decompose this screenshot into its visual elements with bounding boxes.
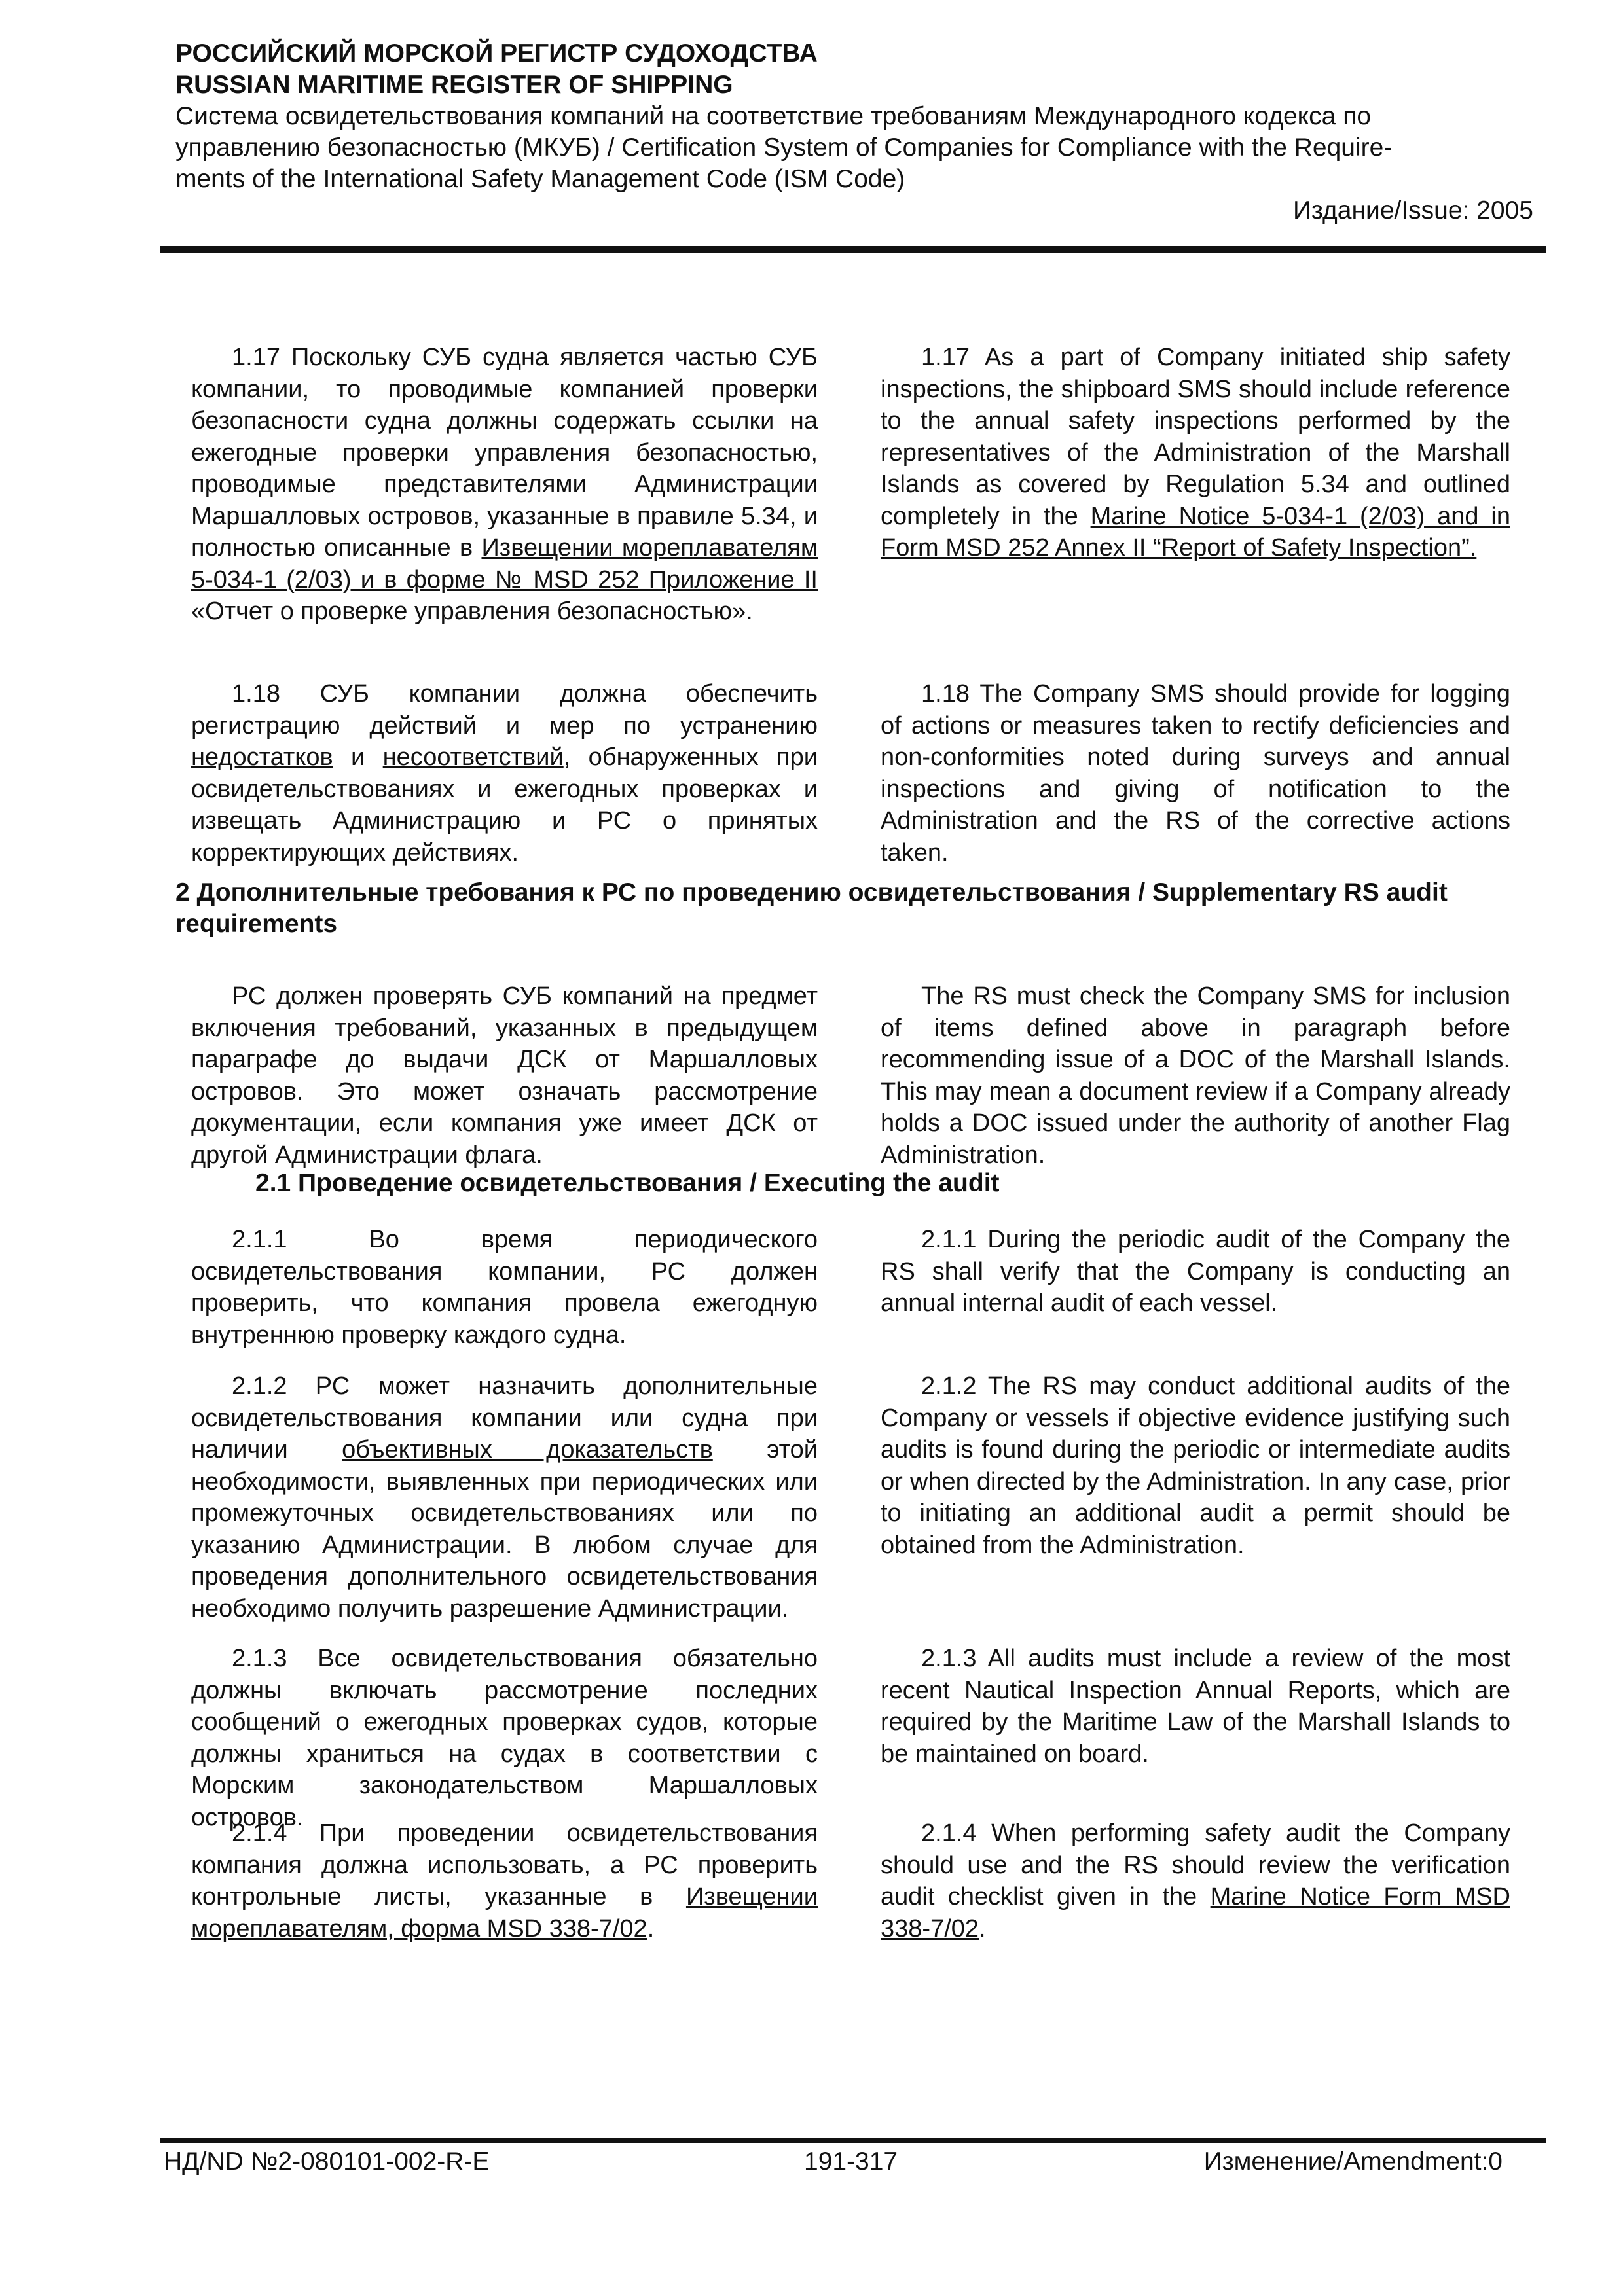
para-1-18-en-text: 1.18 The Company SMS should provide for logging of actions or measures taken to rectify deficiencies and non-conformities noted during surveys and annual inspections and giving of notification to the Administration and the RS of the corrective actions taken. [881, 680, 1510, 867]
para-1-18-ru [191, 678, 818, 869]
para-1-18-ru-text-mid: и [333, 744, 383, 771]
footer-doc-number: НД/ND №2-080101-002-R-E [164, 2147, 490, 2176]
nonconformities-term-ru: несоответствий [382, 744, 564, 771]
footer-divider [160, 2138, 1546, 2143]
para-2-1-3-ru-text: 2.1.3 Все освидетельствования обязательно должны включать рассмотрение последних сообщений о ежегодных проверках судов, которые должны храниться на судах в соответствии с Морским законодательством Маршалловых островов. [191, 1645, 818, 1831]
para-1-18-en [881, 678, 1510, 869]
para-2-1-4-en-text-b: . [979, 1914, 986, 1943]
para-1-18-ru-text-b: , обнаруженных при освидетельствованиях и ежегодных проверках и извещать Администрацию и РС о принятых корректирующих действиях. [191, 744, 818, 867]
para-2-1-2-en-text: 2.1.2 The RS may conduct additional audits of the Company or vessels if objective evidence justifying such audits is found during the periodic or intermediate audits or when directed by the Administration. In any case, prior to initiating an additional audit a permit should be obtained from the Administration. [881, 1372, 1510, 1559]
deficiencies-term-ru: недостатков [191, 744, 333, 771]
para-2-1-2-en [881, 1371, 1510, 1561]
para-1-17-en [881, 342, 1510, 564]
para-2-1-4-ru [191, 1818, 818, 1945]
para-2-1-4-en-text-a: 2.1.4 When performing safety audit the Company should use and the RS should review the verification audit checklist given in the [881, 1820, 1510, 1910]
para-2-1-3-ru [191, 1643, 818, 1833]
para-1-17-ru-text-a: 1.17 Поскольку СУБ судна является частью СУБ компании, то проводимые компанией проверки безопасности судна должны содержать ссылки на ежегодные проверки управления безопасностью, проводимые представителями Администрации Маршалловых островов, указанные в правиле 5.34, и полностью описанные в [191, 344, 818, 562]
system-title-line-2: управлению безопасностью (МКУБ) / Certification System of Companies for Compliance with the Require- [175, 134, 1393, 162]
page-header [175, 38, 1537, 195]
para-2-1-1-en [881, 1224, 1510, 1319]
objective-evidence-term-ru: объективных доказательств [342, 1436, 713, 1463]
marine-notice-form-ref-ru: Извещении мореплавателям, форма MSD 338-7/02 [191, 1883, 818, 1943]
marine-notice-ref-ru: Извещении мореплавателям 5-034-1 (2/03) и в форме № MSD 252 Приложение II [191, 534, 818, 594]
header-divider [160, 246, 1546, 253]
para-1-17-ru [191, 342, 818, 628]
section-2-ru-text: РС должен проверять СУБ компаний на предмет включения требований, указанных в предыдущем параграфе до выдачи ДСК от Маршалловых островов. Это может означать рассмотрение документации, если компания уже имеет ДСК от другой Администрации флага. [191, 982, 818, 1169]
para-2-1-1-ru-text: 2.1.1 Во время периодического освидетельствования компании, РС должен проверить, что компания провела ежегодную внутреннюю проверку каждого судна. [191, 1226, 818, 1349]
para-2-1-2-ru [191, 1371, 818, 1624]
section-2-ru [191, 980, 818, 1171]
system-title-line-3: ments of the International Safety Management Code (ISM Code) [175, 165, 905, 193]
section-2-title: 2 Дополнительные требования к РС по проведению освидетельствования / Supplementary RS audit requirements [175, 878, 1448, 938]
para-2-1-2-ru-text-a: 2.1.2 РС может назначить дополнительные освидетельствования компании или судна при наличии [191, 1372, 818, 1463]
para-1-17-ru-text-b: «Отчет о проверке управления безопасностью». [191, 598, 753, 625]
section-2-1-title: 2.1 Проведение освидетельствования / Executing the audit [255, 1169, 1000, 1197]
para-2-1-1-ru [191, 1224, 818, 1351]
para-2-1-1-en-text: 2.1.1 During the periodic audit of the Company the RS shall verify that the Company is conducting an annual internal audit of each vessel. [881, 1226, 1510, 1317]
footer-page-number: 191-317 [804, 2147, 898, 2176]
para-2-1-3-en-text: 2.1.3 All audits must include a review of the most recent Nautical Inspection Annual Reports, which are required by the Maritime Law of the Marshall Islands to be maintained on board. [881, 1645, 1510, 1768]
para-2-1-3-en [881, 1643, 1510, 1770]
para-2-1-4-ru-text-a: 2.1.4 При проведении освидетельствования компания должна использовать, а РС проверить контрольные листы, указанные в [191, 1820, 818, 1910]
section-2-en [881, 980, 1510, 1171]
para-1-18-ru-text-a: 1.18 СУБ компании должна обеспечить регистрацию действий и мер по устранению [191, 680, 818, 740]
para-1-17-en-text-a: 1.17 As a part of Company initiated ship safety inspections, the shipboard SMS should include reference to the annual safety inspections performed by the representatives of the Administration of the Marshall Islands as covered by Regulation 5.34 and outlined completely in the [881, 344, 1510, 530]
marine-notice-ref-en: Marine Notice 5-034-1 (2/03) and in Form MSD 252 Annex II “Report of Safety Inspection”. [881, 502, 1510, 562]
para-2-1-4-en [881, 1818, 1510, 1945]
org-name-en: RUSSIAN MARITIME REGISTER OF SHIPPING [175, 71, 733, 99]
para-2-1-2-ru-text-b: этой необходимости, выявленных при периодических или промежуточных освидетельствованиях или по указанию Администрации. В любом случае для проведения дополнительного освидетельствования необходимо получить разрешение Администрации. [191, 1436, 818, 1623]
org-name-ru: РОССИЙСКИЙ МОРСКОЙ РЕГИСТР СУДОХОДСТВА [175, 39, 818, 67]
issue-label: Издание/Issue: 2005 [1293, 196, 1533, 224]
para-2-1-4-ru-text-b: . [647, 1914, 655, 1943]
footer-amendment: Изменение/Amendment:0 [1203, 2147, 1503, 2176]
system-title-line-1: Система освидетельствования компаний на соответствие требованиям Международного кодекса по [175, 102, 1372, 130]
marine-notice-form-ref-en: Marine Notice Form MSD 338-7/02 [881, 1883, 1510, 1943]
section-2-en-text: The RS must check the Company SMS for inclusion of items defined above in paragraph before recommending issue of a DOC of the Marshall Islands. This may mean a document review if a Company already holds a DOC issued under the authority of another Flag Administration. [881, 982, 1510, 1169]
